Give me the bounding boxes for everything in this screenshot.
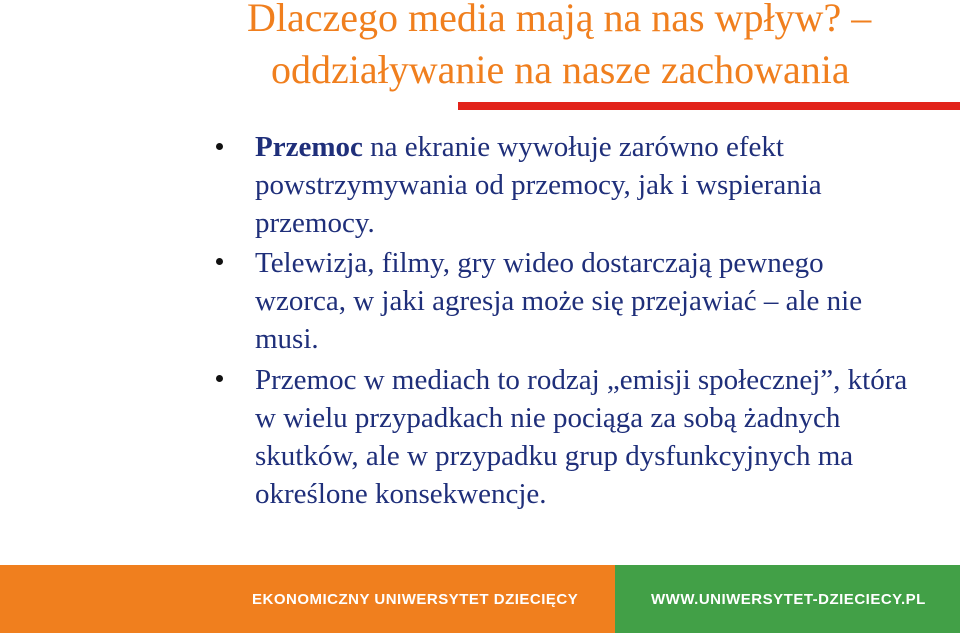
bullet-dot-icon bbox=[216, 258, 223, 265]
title-accent-bar bbox=[458, 102, 960, 110]
slide-title-line-1: Dlaczego media mają na nas wpływ? – bbox=[247, 0, 872, 40]
bullet-text bbox=[255, 128, 915, 242]
bullet-text bbox=[255, 361, 915, 513]
bullet-body: Przemoc w mediach to rodzaj „emisji społecznej”, która w wielu przypadkach nie pociąga za sobą żadnych skutków, ale w przypadku grup dysfunkcyjnych ma określone konsekwencje. bbox=[255, 364, 908, 510]
bullet-text bbox=[255, 244, 915, 358]
footer bbox=[0, 565, 960, 633]
footer-website-link[interactable]: WWW.UNIWERSYTET-DZIECIECY.PL bbox=[651, 591, 926, 608]
bullet-dot-icon bbox=[216, 375, 223, 382]
bullet-lead-bold: Przemoc bbox=[255, 131, 363, 163]
footer-organization-name: EKONOMICZNY UNIWERSYTET DZIECIĘCY bbox=[252, 591, 579, 608]
bullet-body: na ekranie wywołuje zarówno efekt powstrzymywania od przemocy, jak i wspierania przemocy. bbox=[255, 131, 822, 239]
slide-title-line-2: oddziaływanie na nasze zachowania bbox=[271, 47, 850, 92]
footer-right-panel bbox=[615, 565, 960, 633]
bullet-dot-icon bbox=[216, 143, 223, 150]
footer-left-panel bbox=[0, 565, 615, 633]
bullet-body: Telewizja, filmy, gry wideo dostarczają pewnego wzorca, w jaki agresja może się przejawiać – ale nie musi. bbox=[255, 247, 863, 355]
